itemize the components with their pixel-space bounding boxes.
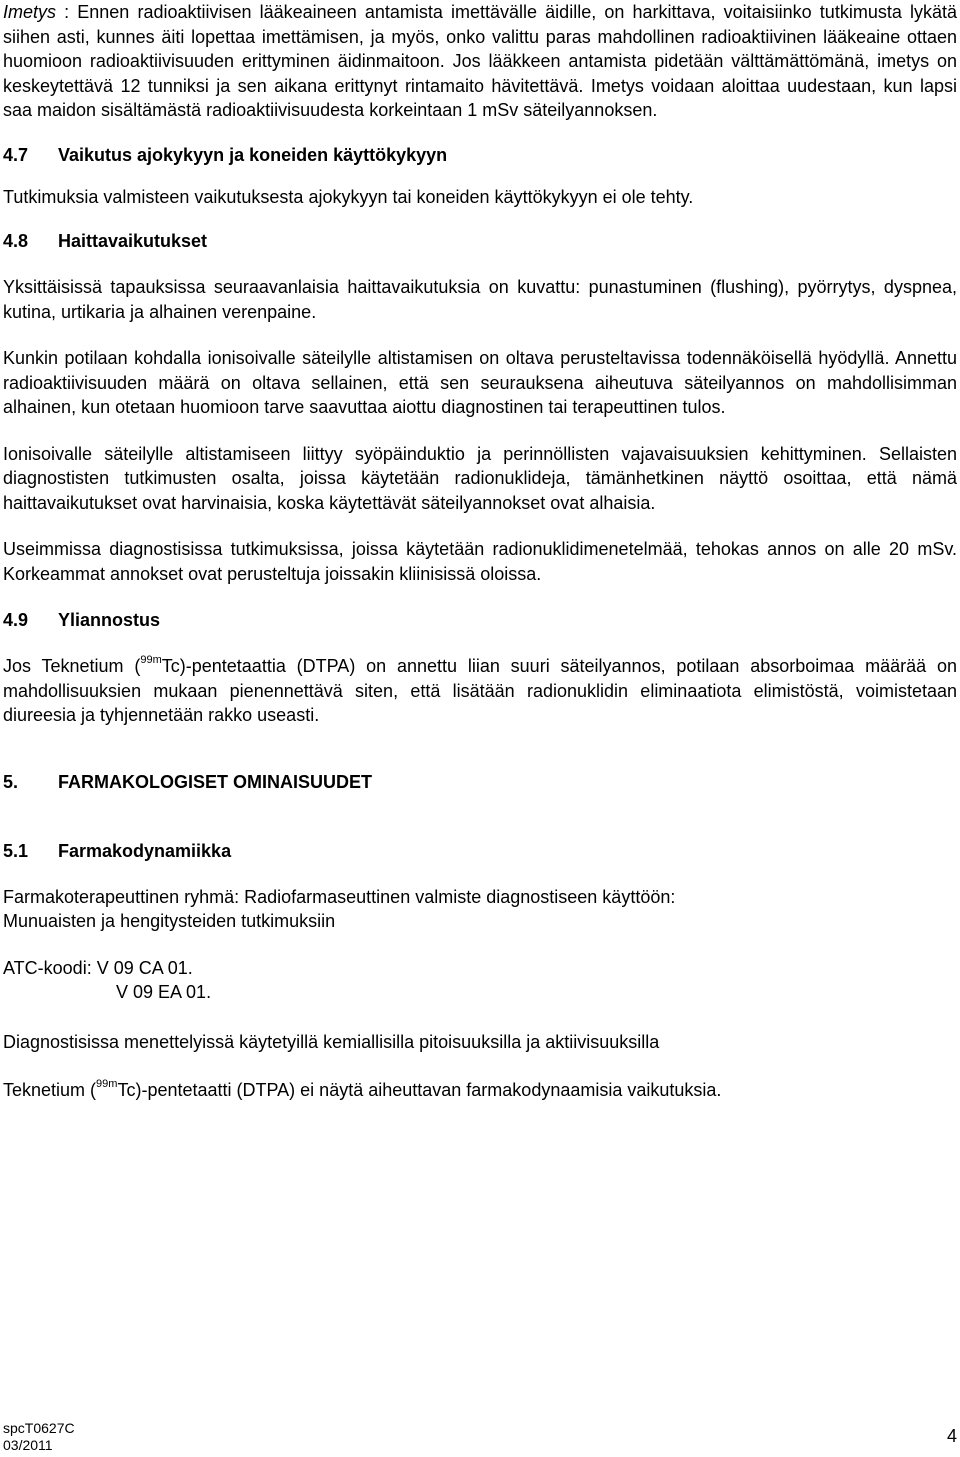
- footer-date: 03/2011: [3, 1437, 53, 1453]
- group-line-2: Munuaisten ja hengitysteiden tutkimuksiin: [3, 911, 336, 931]
- group-line-1: Farmakoterapeuttinen ryhmä: Radiofarmaseuttinen valmiste diagnostiseen käyttöön:: [3, 886, 676, 907]
- section-4-9-heading: [3, 608, 957, 632]
- section-4-7-paragraph: Tutkimuksia valmisteen vaikutuksesta ajokykyyn tai koneiden käyttökykyyn ei ole tehty.: [3, 186, 694, 207]
- section-4-8-paragraph-1: Yksittäisissä tapauksissa seuraavanlaisia haittavaikutuksia on kuvattu: punastuminen (flushing), pyörrytys, dyspnea, kutina, urtikaria ja alhainen verenpaine.: [3, 277, 957, 322]
- section-4-8-paragraph-3: Ionisoivalle säteilylle altistamiseen liittyy syöpäinduktio ja perinnöllisten vajavaisuuksien kehittyminen. Sellaisten diagnostisten tutkimusten osalta, joissa käytetään radionuklideja, tämänhetkinen näyttö osoittaa, että nämä haittavaikutukset ovat harvinaisia, koska käytettävät säteilyannokset ovat alhaisia.: [3, 443, 957, 513]
- section-4-8-heading: [3, 229, 957, 253]
- section-5-1-heading: [3, 839, 957, 863]
- section-4-8-number: 4.8: [3, 231, 29, 251]
- section-4-7-heading: [3, 143, 957, 167]
- footer-document-code: spcT0627C: [3, 1420, 75, 1436]
- section-5-number: 5.: [3, 771, 19, 792]
- isotope-superscript: 99m: [140, 654, 162, 666]
- section-5-heading: [3, 770, 957, 794]
- document-page: [3, 0, 957, 1103]
- atc-code: [3, 956, 957, 1005]
- pharmacotherapeutic-group: [3, 885, 957, 934]
- section-4-9-title: Yliannostus: [58, 610, 161, 630]
- footer: [3, 1420, 957, 1454]
- technetium-text-start: Teknetium (: [3, 1080, 97, 1100]
- section-5-title: FARMAKOLOGISET OMINAISUUDET: [58, 771, 372, 792]
- lactation-text: : Ennen radioaktiivisen lääkeaineen antamista imettävälle äidille, on harkittava, voitaisiinko tutkimusta lykätä siihen asti, kunnes äiti lopettaa imettämisen, ja myös, onko valittu paras mahdollinen radioaktiivinen lääkeaine ottaen huomioon radioaktiivisuuden erittyminen äidinmaitoon. Jos lääkkeen antamista pidetään välttämättömänä, imetys on keskeytettävä 12 tunniksi ja sen aikana erittynyt rintamaito hävitettävä. Imetys voidaan aloittaa uudestaan, kun lapsi saa maidon sisältämästä radioaktiivisuudesta korkeintaan 1 mSv säteilyannoksen.: [3, 2, 957, 120]
- section-4-8-paragraph-4: Useimmissa diagnostisissa tutkimuksissa, joissa käytetään radionuklidimenetelmää, tehokas annos on alle 20 mSv. Korkeammat annokset ovat perusteltuja joissakin kliinisissä oloissa.: [3, 539, 957, 584]
- section-5-1-number: 5.1: [3, 840, 29, 861]
- page-number: 4: [946, 1426, 957, 1446]
- lactation-paragraph: [3, 0, 957, 123]
- diagnostic-paragraph: Diagnostisissa menettelyissä käytetyillä kemiallisilla pitoisuuksilla ja aktiivisuuksilla: [3, 1031, 660, 1052]
- section-5-1-title: Farmakodynamiikka: [58, 840, 232, 861]
- section-4-7-title: Vaikutus ajokykyyn ja koneiden käyttökykyyn: [58, 144, 448, 165]
- section-4-7-number: 4.7: [3, 144, 29, 165]
- section-4-8-title: Haittavaikutukset: [58, 231, 208, 251]
- section-4-9-number: 4.9: [3, 610, 29, 630]
- technetium-paragraph: [3, 1078, 957, 1103]
- atc-line-1: ATC-koodi: V 09 CA 01.: [3, 957, 193, 978]
- overdose-text-rest: Tc)-pentetaattia (DTPA) on annettu liian suuri säteilyannos, potilaan absorboimaa määrää on mahdollisuuksien mukaan pienennettävä siten, että lisätään radionuklidin eliminaatiota elimistöstä, voimistetaan diureesia ja tyhjennetään rakko useasti.: [3, 656, 958, 725]
- technetium-text-rest: Tc)-pentetaatti (DTPA) ei näytä aiheuttavan farmakodynaamisia vaikutuksia.: [117, 1080, 722, 1100]
- section-4-9-paragraph: [3, 654, 957, 728]
- lactation-label: Imetys: [3, 2, 57, 22]
- atc-line-2: V 09 EA 01.: [116, 982, 212, 1002]
- overdose-text-start: Jos Teknetium (: [3, 656, 141, 676]
- isotope-superscript-2: 99m: [96, 1078, 118, 1090]
- section-4-8-paragraph-2: Kunkin potilaan kohdalla ionisoivalle säteilylle altistamisen on oltava perusteltavissa todennäköisellä hyödyllä. Annettu radioaktiivisuuden määrä on oltava sellainen, että sen seurauksena aiheutuva säteilyannos on mahdollisimman alhainen, kun otetaan huomioon tarve saavuttaa aiottu diagnostinen tai terapeuttinen tulos.: [3, 348, 957, 417]
